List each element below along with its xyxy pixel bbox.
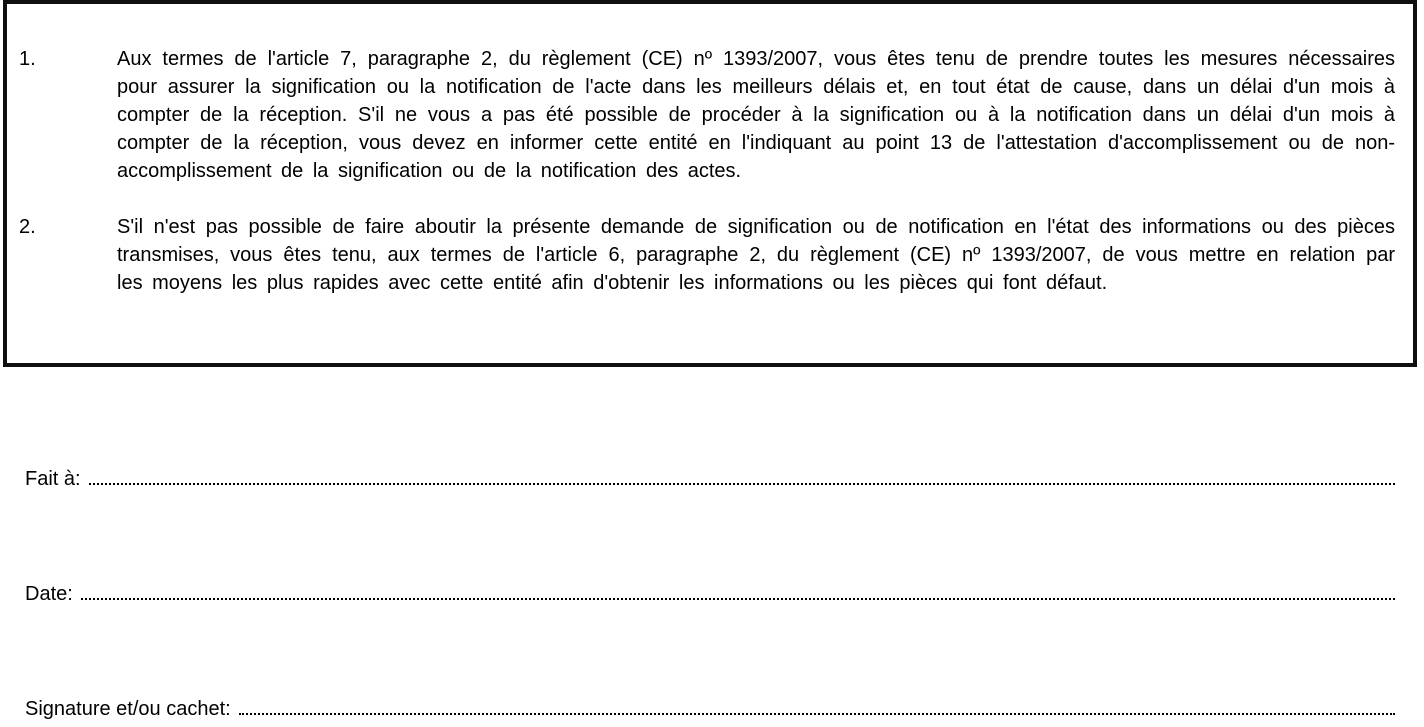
item-text: S'il n'est pas possible de faire aboutir la présente demande de signification ou de notification en l'état des informations ou des pièces transmises, vous êtes tenu, aux termes de l'article 6, paragraphe 2, du règlement (CE) nº 1393/2007, de vous mettre en relation par les moyens les plus rapides avec cette entité afin d'obtenir les informations ou les pièces qui font défaut.: [117, 216, 1395, 294]
field-row-signature: [25, 697, 1395, 721]
notice-item-2: [19, 213, 1395, 297]
item-number: 2.: [19, 216, 36, 238]
notice-box: [3, 0, 1417, 367]
date-label: Date:: [25, 583, 73, 605]
item-text: Aux termes de l'article 7, paragraphe 2, du règlement (CE) nº 1393/2007, vous êtes tenu de prendre toutes les mesures nécessaires pour assurer la signification ou la notification de l'acte dans les meilleurs délais et, en tout état de cause, dans un délai d'un mois à compter de la réception. S'il ne vous a pas été possible de procéder à la signification ou à la notification dans un délai d'un mois à compter de la réception, vous devez en informer cette entité en l'indiquant au point 13 de l'attestation d'accomplissement ou de non-accomplissement de la signification ou de la notification des actes.: [117, 48, 1395, 182]
signature-dotted-line: [239, 712, 1395, 715]
notice-item-1: [19, 45, 1395, 185]
fait-a-label: Fait à:: [25, 468, 81, 490]
fait-a-dotted-line: [89, 482, 1395, 485]
signature-label: Signature et/ou cachet:: [25, 698, 231, 720]
date-dotted-line: [81, 597, 1395, 600]
field-row-date: [25, 582, 1395, 606]
field-row-fait-a: [25, 467, 1395, 491]
item-number: 1.: [19, 48, 36, 70]
